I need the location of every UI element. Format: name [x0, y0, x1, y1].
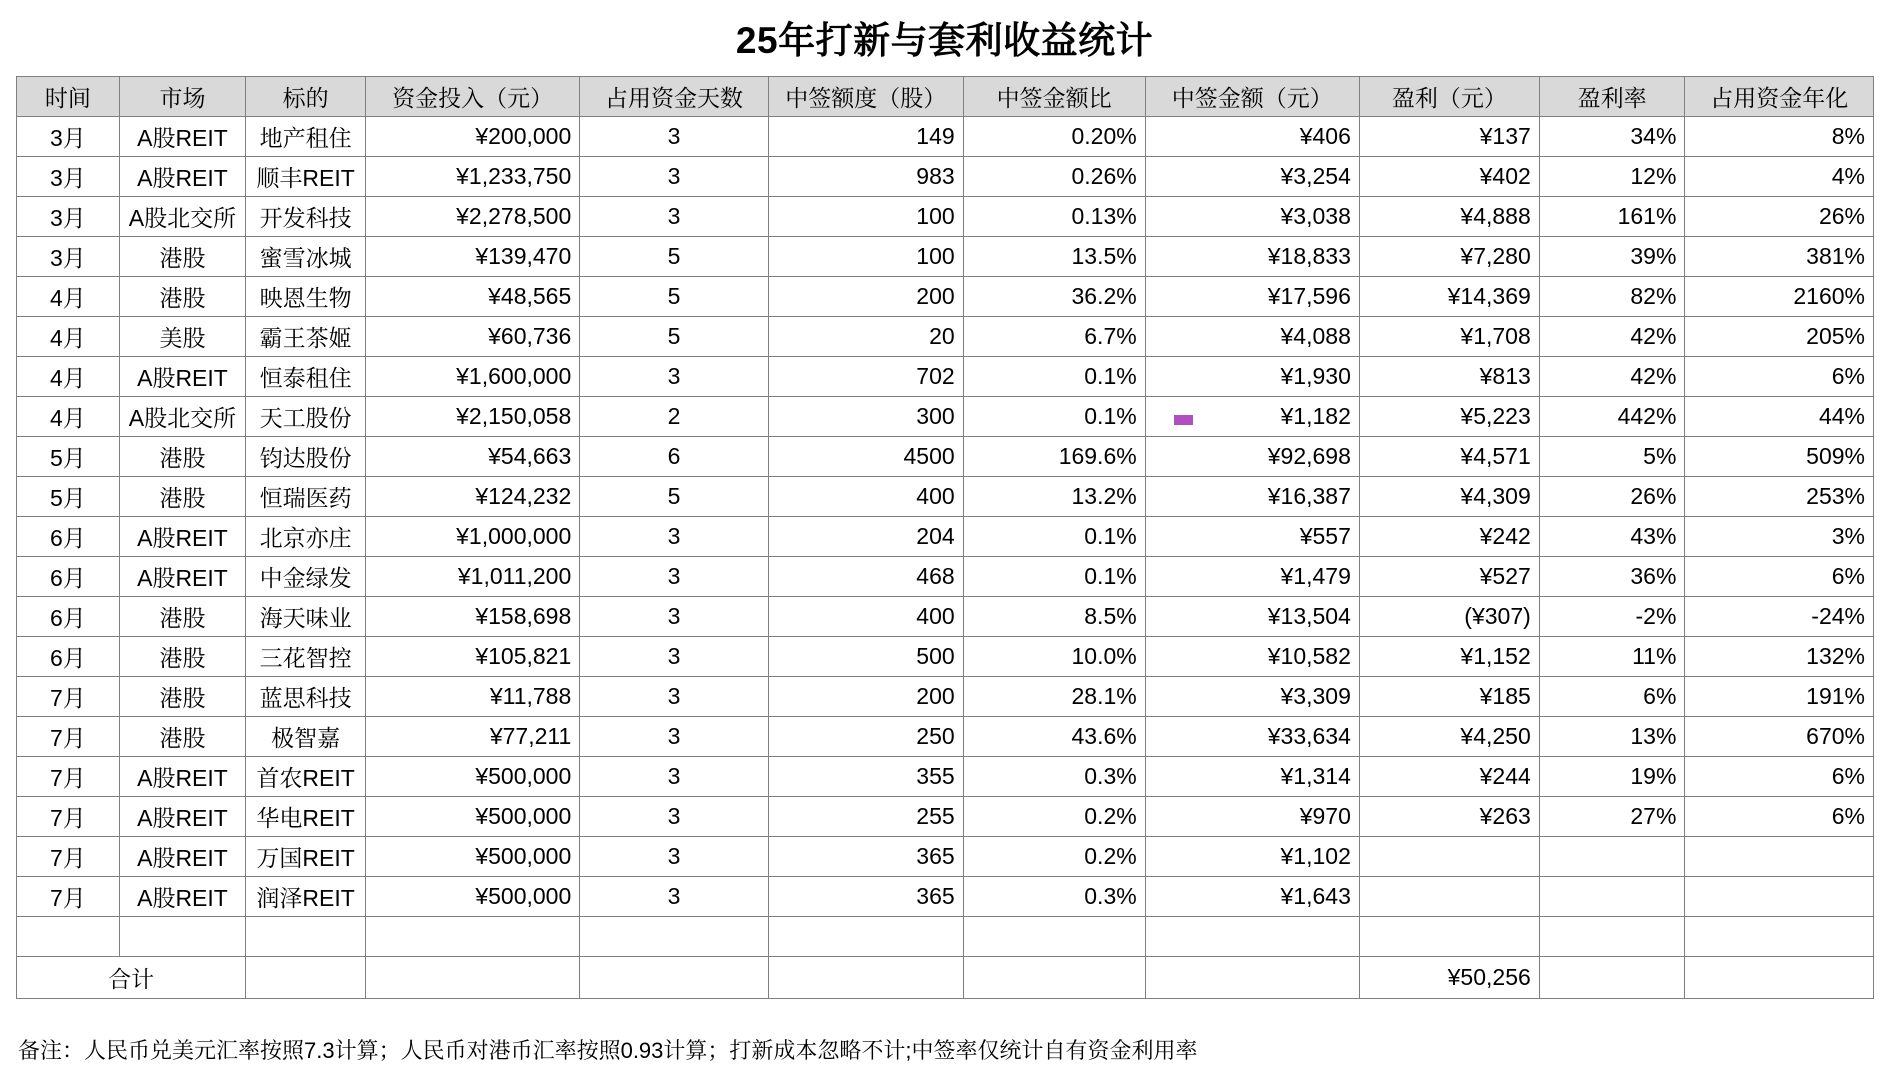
- table-row: [17, 157, 1874, 197]
- column-header-profit-rate: 盈利率: [1539, 77, 1685, 117]
- cell-time[interactable]: 4月: [17, 397, 120, 437]
- cell-profit-rate[interactable]: 12%: [1539, 157, 1685, 197]
- cell-time[interactable]: 4月: [17, 277, 120, 317]
- cell-capital[interactable]: ¥2,150,058: [366, 397, 580, 437]
- footnote: 备注：人民币兑美元汇率按照7.3计算；人民币对港币汇率按照0.93计算；打新成本忽略不计;中签率仅统计自有资金利用率: [18, 1038, 1198, 1063]
- cell-amount[interactable]: ¥33,634: [1145, 717, 1359, 757]
- cell-days[interactable]: 3: [580, 757, 768, 797]
- table-row: [17, 757, 1874, 797]
- cell-target[interactable]: 三花智控: [246, 637, 366, 677]
- cell-days[interactable]: 5: [580, 237, 768, 277]
- cell-time[interactable]: 6月: [17, 517, 120, 557]
- cell-time[interactable]: 5月: [17, 437, 120, 477]
- cell-time[interactable]: 6月: [17, 597, 120, 637]
- cell-amount[interactable]: ¥3,254: [1145, 157, 1359, 197]
- table-row-total: [17, 957, 1874, 999]
- cell-annualized[interactable]: 6%: [1685, 797, 1874, 837]
- cell-amount[interactable]: ¥18,833: [1145, 237, 1359, 277]
- cell-amount[interactable]: ¥17,596: [1145, 277, 1359, 317]
- table-body: [17, 117, 1874, 999]
- cell-days[interactable]: 3: [580, 597, 768, 637]
- cell-profit[interactable]: ¥4,888: [1359, 197, 1539, 237]
- column-header-amount: 中签金额（元）: [1145, 77, 1359, 117]
- table-row: [17, 557, 1874, 597]
- cell-market[interactable]: 港股: [119, 637, 245, 677]
- cell-empty[interactable]: [963, 917, 1145, 957]
- cell-annualized[interactable]: 670%: [1685, 717, 1874, 757]
- cell-time[interactable]: 4月: [17, 317, 120, 357]
- cell-time[interactable]: 5月: [17, 477, 120, 517]
- cell-capital[interactable]: ¥77,211: [366, 717, 580, 757]
- cell-empty[interactable]: [1539, 917, 1685, 957]
- cell-amount[interactable]: ¥92,698: [1145, 437, 1359, 477]
- cell-profit-rate[interactable]: [1539, 877, 1685, 917]
- cell-days[interactable]: 3: [580, 557, 768, 597]
- cell-profit-rate[interactable]: 42%: [1539, 317, 1685, 357]
- cell-empty[interactable]: [1685, 917, 1874, 957]
- table-row: [17, 357, 1874, 397]
- cell-profit[interactable]: ¥527: [1359, 557, 1539, 597]
- cell-capital[interactable]: ¥200,000: [366, 117, 580, 157]
- cell-profit-rate[interactable]: 442%: [1539, 397, 1685, 437]
- cell-days[interactable]: 6: [580, 437, 768, 477]
- cell-amount-ratio[interactable]: 8.5%: [963, 597, 1145, 637]
- cell-capital[interactable]: ¥60,736: [366, 317, 580, 357]
- cell-amount-ratio[interactable]: 0.1%: [963, 517, 1145, 557]
- cell-amount-ratio[interactable]: 10.0%: [963, 637, 1145, 677]
- cell-empty[interactable]: [1359, 917, 1539, 957]
- cell-amount[interactable]: ¥557: [1145, 517, 1359, 557]
- table-header-row: [17, 77, 1874, 117]
- cell-annualized[interactable]: 253%: [1685, 477, 1874, 517]
- cell-profit[interactable]: [1359, 837, 1539, 877]
- cell-amount-ratio[interactable]: 0.2%: [963, 797, 1145, 837]
- cell-profit-rate[interactable]: 39%: [1539, 237, 1685, 277]
- cell-empty[interactable]: [1145, 917, 1359, 957]
- cell-annualized[interactable]: 2160%: [1685, 277, 1874, 317]
- cell-time[interactable]: 3月: [17, 117, 120, 157]
- cell-profit[interactable]: ¥1,152: [1359, 637, 1539, 677]
- table-row: [17, 877, 1874, 917]
- cell-profit-rate[interactable]: 6%: [1539, 677, 1685, 717]
- cell-days[interactable]: 3: [580, 517, 768, 557]
- cell-profit[interactable]: (¥307): [1359, 597, 1539, 637]
- column-header-capital: 资金投入（元）: [366, 77, 580, 117]
- cell-annualized[interactable]: -24%: [1685, 597, 1874, 637]
- cell-amount[interactable]: ¥1,314: [1145, 757, 1359, 797]
- cell-days[interactable]: 3: [580, 837, 768, 877]
- cell-quota[interactable]: 149: [768, 117, 963, 157]
- cell-profit[interactable]: ¥137: [1359, 117, 1539, 157]
- column-header-time: 时间: [17, 77, 120, 117]
- cell-capital[interactable]: ¥139,470: [366, 237, 580, 277]
- cell-market[interactable]: A股REIT: [119, 797, 245, 837]
- cell-days[interactable]: 3: [580, 677, 768, 717]
- cell-amount[interactable]: ¥970: [1145, 797, 1359, 837]
- cell-market[interactable]: 港股: [119, 237, 245, 277]
- cell-annualized[interactable]: 3%: [1685, 517, 1874, 557]
- cell-amount-ratio[interactable]: 0.1%: [963, 397, 1145, 437]
- cell-profit-rate[interactable]: 11%: [1539, 637, 1685, 677]
- cell-target[interactable]: 顺丰REIT: [246, 157, 366, 197]
- cell-capital[interactable]: ¥1,600,000: [366, 357, 580, 397]
- cell-profit-rate[interactable]: -2%: [1539, 597, 1685, 637]
- cell-annualized[interactable]: 132%: [1685, 637, 1874, 677]
- cell-capital[interactable]: ¥500,000: [366, 837, 580, 877]
- cell-amount[interactable]: ¥1,479: [1145, 557, 1359, 597]
- cell-profit[interactable]: ¥813: [1359, 357, 1539, 397]
- cell-amount-ratio[interactable]: 6.7%: [963, 317, 1145, 357]
- cell-quota[interactable]: 400: [768, 597, 963, 637]
- cell-target[interactable]: 万国REIT: [246, 837, 366, 877]
- table-row: [17, 597, 1874, 637]
- cell-empty[interactable]: [1145, 957, 1359, 999]
- cell-capital[interactable]: ¥48,565: [366, 277, 580, 317]
- cell-amount-ratio[interactable]: 169.6%: [963, 437, 1145, 477]
- cell-target[interactable]: 天工股份: [246, 397, 366, 437]
- cell-time[interactable]: 4月: [17, 357, 120, 397]
- table-header: [17, 77, 1874, 117]
- cell-days[interactable]: 3: [580, 197, 768, 237]
- table-row: [17, 277, 1874, 317]
- cell-days[interactable]: 3: [580, 797, 768, 837]
- cell-market[interactable]: 港股: [119, 677, 245, 717]
- cell-empty[interactable]: [17, 917, 120, 957]
- column-header-target: 标的: [246, 77, 366, 117]
- table-row: [17, 437, 1874, 477]
- cell-profit-rate[interactable]: 34%: [1539, 117, 1685, 157]
- table-row: [17, 517, 1874, 557]
- cell-profit-rate[interactable]: 43%: [1539, 517, 1685, 557]
- cell-empty[interactable]: [366, 917, 580, 957]
- cell-quota[interactable]: 255: [768, 797, 963, 837]
- cell-profit[interactable]: ¥244: [1359, 757, 1539, 797]
- cell-market[interactable]: A股REIT: [119, 157, 245, 197]
- cell-profit[interactable]: ¥1,708: [1359, 317, 1539, 357]
- cell-empty[interactable]: [246, 957, 366, 999]
- cell-empty[interactable]: [580, 917, 768, 957]
- cell-empty[interactable]: [768, 917, 963, 957]
- cell-market[interactable]: A股REIT: [119, 117, 245, 157]
- cell-market[interactable]: 港股: [119, 717, 245, 757]
- cell-profit[interactable]: ¥4,309: [1359, 477, 1539, 517]
- column-header-days: 占用资金天数: [580, 77, 768, 117]
- cell-market[interactable]: A股REIT: [119, 757, 245, 797]
- column-header-profit: 盈利（元）: [1359, 77, 1539, 117]
- cell-profit[interactable]: ¥5,223: [1359, 397, 1539, 437]
- cell-time[interactable]: 3月: [17, 157, 120, 197]
- cell-amount[interactable]: ¥4,088: [1145, 317, 1359, 357]
- cell-capital[interactable]: ¥54,663: [366, 437, 580, 477]
- cell-total-profit[interactable]: ¥50,256: [1359, 957, 1539, 999]
- cell-annualized[interactable]: 6%: [1685, 757, 1874, 797]
- cell-amount-ratio[interactable]: 0.2%: [963, 837, 1145, 877]
- cell-market[interactable]: A股REIT: [119, 357, 245, 397]
- cell-profit[interactable]: ¥402: [1359, 157, 1539, 197]
- cell-days[interactable]: 3: [580, 877, 768, 917]
- cell-capital[interactable]: ¥1,011,200: [366, 557, 580, 597]
- cell-profit[interactable]: ¥185: [1359, 677, 1539, 717]
- cell-target[interactable]: 蜜雪冰城: [246, 237, 366, 277]
- cell-amount[interactable]: ¥1,102: [1145, 837, 1359, 877]
- column-header-quota: 中签额度（股）: [768, 77, 963, 117]
- table-row: [17, 637, 1874, 677]
- cell-amount-ratio[interactable]: 13.5%: [963, 237, 1145, 277]
- cell-empty[interactable]: [119, 917, 245, 957]
- cell-target[interactable]: 恒瑞医药: [246, 477, 366, 517]
- cell-market[interactable]: A股REIT: [119, 557, 245, 597]
- cell-time[interactable]: 7月: [17, 797, 120, 837]
- table-row: [17, 677, 1874, 717]
- cell-market[interactable]: 港股: [119, 477, 245, 517]
- earnings-table: [16, 76, 1874, 999]
- cell-amount[interactable]: ¥1,643: [1145, 877, 1359, 917]
- column-header-amount-ratio: 中签金额比: [963, 77, 1145, 117]
- cell-amount[interactable]: ¥3,038: [1145, 197, 1359, 237]
- cell-market[interactable]: A股北交所: [119, 197, 245, 237]
- cell-quota[interactable]: 250: [768, 717, 963, 757]
- cell-profit-rate[interactable]: 82%: [1539, 277, 1685, 317]
- cell-capital[interactable]: ¥2,278,500: [366, 197, 580, 237]
- cell-quota[interactable]: 702: [768, 357, 963, 397]
- table-row: [17, 397, 1874, 437]
- cell-annualized[interactable]: [1685, 837, 1874, 877]
- cell-empty[interactable]: [580, 957, 768, 999]
- cell-amount-ratio[interactable]: 0.3%: [963, 757, 1145, 797]
- cell-profit-rate[interactable]: 19%: [1539, 757, 1685, 797]
- cell-days[interactable]: 5: [580, 317, 768, 357]
- cell-time[interactable]: 7月: [17, 837, 120, 877]
- cell-target[interactable]: 海天味业: [246, 597, 366, 637]
- cell-profit[interactable]: ¥4,571: [1359, 437, 1539, 477]
- cell-capital[interactable]: ¥500,000: [366, 877, 580, 917]
- cell-annualized[interactable]: 6%: [1685, 557, 1874, 597]
- cell-highlight-marker: [1174, 415, 1193, 425]
- cell-market[interactable]: A股北交所: [119, 397, 245, 437]
- cell-market[interactable]: A股REIT: [119, 837, 245, 877]
- cell-time[interactable]: 7月: [17, 877, 120, 917]
- cell-annualized[interactable]: 8%: [1685, 117, 1874, 157]
- cell-amount-ratio[interactable]: 0.26%: [963, 157, 1145, 197]
- cell-quota[interactable]: 365: [768, 877, 963, 917]
- cell-empty[interactable]: [246, 917, 366, 957]
- cell-amount[interactable]: ¥406: [1145, 117, 1359, 157]
- cell-market[interactable]: A股REIT: [119, 517, 245, 557]
- cell-target[interactable]: 首农REIT: [246, 757, 366, 797]
- cell-profit-rate[interactable]: 13%: [1539, 717, 1685, 757]
- cell-total-label[interactable]: 合计: [17, 957, 246, 999]
- cell-empty[interactable]: [1685, 957, 1874, 999]
- cell-target[interactable]: 华电REIT: [246, 797, 366, 837]
- cell-annualized[interactable]: 191%: [1685, 677, 1874, 717]
- cell-capital[interactable]: ¥500,000: [366, 757, 580, 797]
- cell-target[interactable]: 北京亦庄: [246, 517, 366, 557]
- cell-amount-ratio[interactable]: 43.6%: [963, 717, 1145, 757]
- cell-profit-rate[interactable]: 27%: [1539, 797, 1685, 837]
- cell-capital[interactable]: ¥1,233,750: [366, 157, 580, 197]
- table-row: [17, 717, 1874, 757]
- cell-amount[interactable]: ¥1,930: [1145, 357, 1359, 397]
- cell-amount-ratio[interactable]: 28.1%: [963, 677, 1145, 717]
- cell-capital[interactable]: ¥1,000,000: [366, 517, 580, 557]
- cell-market[interactable]: 港股: [119, 277, 245, 317]
- cell-profit-rate[interactable]: 26%: [1539, 477, 1685, 517]
- cell-target[interactable]: 恒泰租住: [246, 357, 366, 397]
- cell-time[interactable]: 7月: [17, 717, 120, 757]
- cell-amount[interactable]: ¥13,504: [1145, 597, 1359, 637]
- cell-quota[interactable]: 20: [768, 317, 963, 357]
- cell-empty[interactable]: [963, 957, 1145, 999]
- cell-days[interactable]: 3: [580, 157, 768, 197]
- cell-amount-ratio[interactable]: 13.2%: [963, 477, 1145, 517]
- cell-target[interactable]: 映恩生物: [246, 277, 366, 317]
- cell-amount[interactable]: ¥16,387: [1145, 477, 1359, 517]
- cell-quota[interactable]: 355: [768, 757, 963, 797]
- table-row: [17, 237, 1874, 277]
- cell-target[interactable]: 润泽REIT: [246, 877, 366, 917]
- cell-amount[interactable]: ¥3,309: [1145, 677, 1359, 717]
- cell-annualized[interactable]: 381%: [1685, 237, 1874, 277]
- cell-profit-rate[interactable]: 42%: [1539, 357, 1685, 397]
- cell-time[interactable]: 6月: [17, 637, 120, 677]
- cell-amount[interactable]: ¥10,582: [1145, 637, 1359, 677]
- cell-time[interactable]: 3月: [17, 197, 120, 237]
- cell-amount-ratio[interactable]: 0.20%: [963, 117, 1145, 157]
- table-row: [17, 837, 1874, 877]
- cell-target[interactable]: 钧达股份: [246, 437, 366, 477]
- cell-annualized[interactable]: [1685, 877, 1874, 917]
- cell-quota[interactable]: 200: [768, 677, 963, 717]
- cell-profit[interactable]: ¥242: [1359, 517, 1539, 557]
- cell-quota[interactable]: 4500: [768, 437, 963, 477]
- cell-quota[interactable]: 400: [768, 477, 963, 517]
- cell-market[interactable]: A股REIT: [119, 877, 245, 917]
- cell-time[interactable]: 6月: [17, 557, 120, 597]
- cell-days[interactable]: 3: [580, 357, 768, 397]
- cell-capital[interactable]: ¥124,232: [366, 477, 580, 517]
- cell-amount[interactable]: ¥1,182: [1145, 397, 1359, 437]
- cell-quota[interactable]: 300: [768, 397, 963, 437]
- table-row: [17, 477, 1874, 517]
- cell-quota[interactable]: 365: [768, 837, 963, 877]
- cell-profit-rate[interactable]: 36%: [1539, 557, 1685, 597]
- column-header-market: 市场: [119, 77, 245, 117]
- cell-empty[interactable]: [768, 957, 963, 999]
- cell-amount-ratio[interactable]: 0.1%: [963, 357, 1145, 397]
- cell-quota[interactable]: 468: [768, 557, 963, 597]
- cell-time[interactable]: 3月: [17, 237, 120, 277]
- cell-annualized[interactable]: 4%: [1685, 157, 1874, 197]
- cell-empty[interactable]: [366, 957, 580, 999]
- cell-capital[interactable]: ¥11,788: [366, 677, 580, 717]
- cell-annualized[interactable]: 509%: [1685, 437, 1874, 477]
- cell-annualized[interactable]: 26%: [1685, 197, 1874, 237]
- cell-market[interactable]: 美股: [119, 317, 245, 357]
- cell-target[interactable]: 霸王茶姬: [246, 317, 366, 357]
- cell-days[interactable]: 2: [580, 397, 768, 437]
- cell-target[interactable]: 极智嘉: [246, 717, 366, 757]
- cell-days[interactable]: 5: [580, 277, 768, 317]
- table-row: [17, 117, 1874, 157]
- cell-profit-rate[interactable]: [1539, 837, 1685, 877]
- cell-market[interactable]: 港股: [119, 597, 245, 637]
- cell-target[interactable]: 蓝思科技: [246, 677, 366, 717]
- cell-profit-rate[interactable]: 161%: [1539, 197, 1685, 237]
- table-row: [17, 797, 1874, 837]
- cell-quota[interactable]: 100: [768, 237, 963, 277]
- cell-empty[interactable]: [1539, 957, 1685, 999]
- cell-amount-ratio[interactable]: 0.1%: [963, 557, 1145, 597]
- cell-time[interactable]: 7月: [17, 757, 120, 797]
- cell-profit-rate[interactable]: 5%: [1539, 437, 1685, 477]
- table-row: [17, 197, 1874, 237]
- cell-days[interactable]: 5: [580, 477, 768, 517]
- cell-amount-ratio[interactable]: 0.3%: [963, 877, 1145, 917]
- cell-profit[interactable]: ¥14,369: [1359, 277, 1539, 317]
- cell-target[interactable]: 地产租住: [246, 117, 366, 157]
- cell-market[interactable]: 港股: [119, 437, 245, 477]
- cell-annualized[interactable]: 6%: [1685, 357, 1874, 397]
- cell-capital[interactable]: ¥105,821: [366, 637, 580, 677]
- table-row: [17, 317, 1874, 357]
- table-row-blank: [17, 917, 1874, 957]
- cell-amount-ratio[interactable]: 0.13%: [963, 197, 1145, 237]
- cell-quota[interactable]: 100: [768, 197, 963, 237]
- cell-quota[interactable]: 983: [768, 157, 963, 197]
- cell-capital[interactable]: ¥158,698: [366, 597, 580, 637]
- cell-days[interactable]: 3: [580, 637, 768, 677]
- cell-profit[interactable]: ¥263: [1359, 797, 1539, 837]
- cell-days[interactable]: 3: [580, 717, 768, 757]
- cell-amount-ratio[interactable]: 36.2%: [963, 277, 1145, 317]
- page-title: 25年打新与套利收益统计: [735, 20, 1154, 61]
- cell-annualized[interactable]: 44%: [1685, 397, 1874, 437]
- cell-profit[interactable]: [1359, 877, 1539, 917]
- cell-days[interactable]: 3: [580, 117, 768, 157]
- cell-annualized[interactable]: 205%: [1685, 317, 1874, 357]
- cell-time[interactable]: 7月: [17, 677, 120, 717]
- cell-target[interactable]: 中金绿发: [246, 557, 366, 597]
- cell-profit[interactable]: ¥7,280: [1359, 237, 1539, 277]
- column-header-annualized: 占用资金年化: [1685, 77, 1874, 117]
- cell-target[interactable]: 开发科技: [246, 197, 366, 237]
- cell-quota[interactable]: 500: [768, 637, 963, 677]
- cell-quota[interactable]: 204: [768, 517, 963, 557]
- cell-profit[interactable]: ¥4,250: [1359, 717, 1539, 757]
- cell-capital[interactable]: ¥500,000: [366, 797, 580, 837]
- cell-quota[interactable]: 200: [768, 277, 963, 317]
